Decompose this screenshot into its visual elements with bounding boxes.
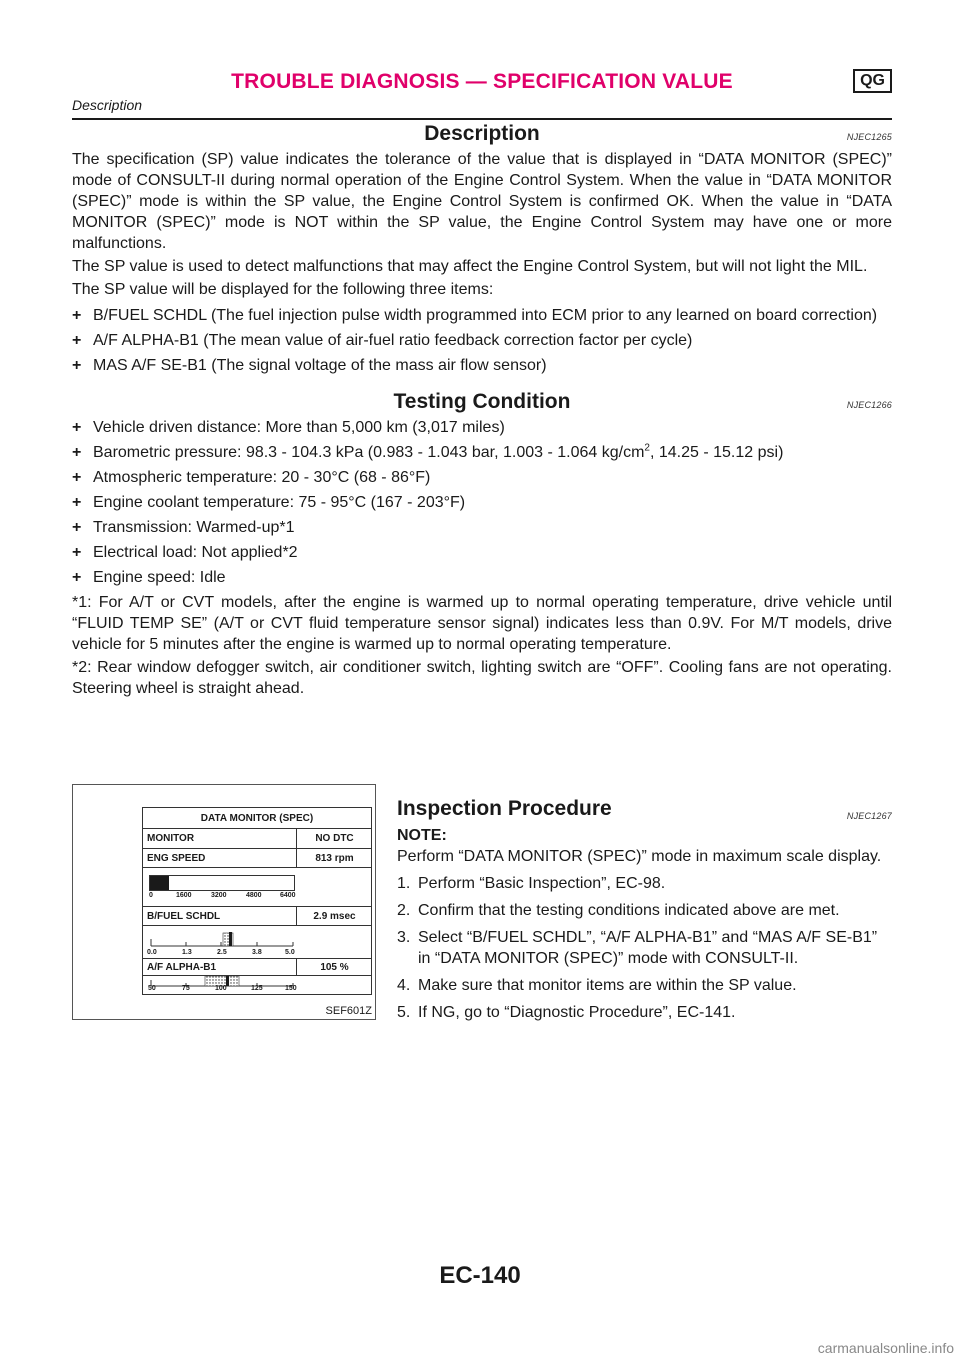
eng-tick: 4800 (246, 892, 262, 899)
alpha-tick: 125 (251, 985, 263, 992)
monitor-value: NO DTC (296, 829, 372, 848)
page-header (72, 70, 892, 113)
model-badge: QG (853, 69, 892, 93)
testing-bullet: + Vehicle driven distance: More than 5,000 km (3,017 miles) (72, 419, 505, 436)
alpha-tick: 150 (285, 985, 297, 992)
testing-body (72, 417, 892, 701)
monitor-title-row (143, 808, 371, 829)
testing-code: NJEC1266 (846, 400, 892, 410)
testing-bullet-pressure: + Barometric pressure: 98.3 - 104.3 kPa (0.983 - 1.043 bar, 1.003 - 1.064 $kg/cm^2$, 14.25 - 15.12 psi) (72, 442, 784, 461)
description-code: NJEC1265 (846, 132, 892, 142)
description-paragraph: The specification (SP) value indicates the tolerance of the value that is displayed in “DATA MONITOR (SPEC)” mode of CONSULT-II during normal operation of the Engine Control System. When the value in “DATA MONITOR (SPEC)” mode is within the SP value, the Engine Control System is confirmed OK. When the value in “DATA MONITOR (SPEC)” mode is NOT within the SP value, the Engine Control System may have one or more malfunctions. (72, 151, 892, 252)
alpha-row (143, 959, 371, 976)
procedure-step: 2. Confirm that the testing conditions indicated above are met. (397, 902, 840, 919)
description-bullet: + B/FUEL SCHDL (The fuel injection pulse width programmed into ECM prior to any learned on board correction) (72, 307, 878, 324)
alpha-gauge-area (143, 976, 371, 994)
fuel-schdl-value: 2.9 msec (296, 907, 372, 925)
eng-speed-value: 813 rpm (296, 849, 372, 867)
alpha-tick: 50 (148, 985, 156, 992)
eng-speed-label: ENG SPEED (147, 852, 206, 864)
header-rule (72, 118, 892, 120)
fuel-schdl-gauge-area (143, 926, 371, 959)
alpha-tick: 100 (215, 985, 227, 992)
procedure-heading-row (397, 797, 892, 825)
fuel-tick: 2.5 (217, 949, 227, 956)
page-number: EC-140 (439, 1262, 521, 1289)
eng-speed-gauge (149, 875, 295, 891)
note-text: Perform “DATA MONITOR (SPEC)” mode in maximum scale display. (397, 848, 882, 865)
testing-bullet: + Transmission: Warmed-up*1 (72, 519, 295, 536)
procedure-heading: Inspection Procedure (397, 797, 612, 820)
eng-speed-row (143, 849, 371, 868)
eng-speed-gauge-area (143, 868, 371, 907)
description-heading: Description (424, 122, 540, 145)
testing-heading-row (72, 390, 892, 414)
fuel-tick: 5.0 (285, 949, 295, 956)
testing-bullet: + Atmospheric temperature: 20 - 30°C (68 - 86°F) (72, 469, 431, 486)
figure-caption: SEF601Z (325, 1005, 372, 1017)
description-paragraph: The SP value will be displayed for the following three items: (72, 281, 494, 298)
eng-tick: 0 (149, 892, 153, 899)
inspection-procedure (397, 797, 892, 1029)
procedure-step: 4. Make sure that monitor items are within the SP value. (397, 977, 797, 994)
fuel-tick: 3.8 (252, 949, 262, 956)
site-watermark[interactable]: carmanualsonline.info (817, 1340, 954, 1356)
eng-tick: 3200 (211, 892, 227, 899)
alpha-tick: 75 (182, 985, 190, 992)
monitor-status-row (143, 829, 371, 849)
description-paragraph: The SP value is used to detect malfunctions that may affect the Engine Control System, but will not light the MIL. (72, 258, 868, 275)
note-label: NOTE: (397, 827, 447, 844)
procedure-body (397, 825, 892, 1023)
fuel-schdl-label: B/FUEL SCHDL (147, 910, 221, 922)
testing-note: *2: Rear window defogger switch, air conditioner switch, lighting switch are “OFF”. Cooling fans are not operating. Steering wheel is straight ahead. (72, 659, 892, 697)
fuel-tick: 1.3 (182, 949, 192, 956)
monitor-label: MONITOR (147, 833, 195, 844)
testing-bullet: + Engine coolant temperature: 75 - 95°C (167 - 203°F) (72, 494, 466, 511)
procedure-step: 3. Select “B/FUEL SCHDL”, “A/F ALPHA-B1” and “MAS A/F SE-B1” in “DATA MONITOR (SPEC)” mode with CONSULT-II. (397, 929, 878, 967)
testing-bullet: + Engine speed: Idle (72, 569, 226, 586)
description-body (72, 149, 892, 380)
procedure-code: NJEC1267 (846, 811, 892, 821)
alpha-label: A/F ALPHA-B1 (147, 961, 217, 973)
procedure-step: 1. Perform “Basic Inspection”, EC-98. (397, 875, 666, 892)
eng-speed-gauge-fill (150, 876, 169, 890)
data-monitor-screen (142, 807, 372, 995)
alpha-value: 105 % (296, 959, 372, 975)
procedure-step: 5. If NG, go to “Diagnostic Procedure”, EC-141. (397, 1004, 736, 1021)
data-monitor-figure (72, 784, 376, 1020)
monitor-title: DATA MONITOR (SPEC) (200, 812, 314, 824)
eng-tick: 6400 (280, 892, 296, 899)
header-subtitle: Description (72, 97, 143, 113)
description-bullet: + A/F ALPHA-B1 (The mean value of air-fuel ratio feedback correction factor per cycle) (72, 332, 693, 349)
fuel-schdl-row (143, 907, 371, 926)
header-title: TROUBLE DIAGNOSIS — SPECIFICATION VALUE (231, 70, 733, 93)
testing-note: *1: For A/T or CVT models, after the engine is warmed up to normal operating temperature, drive vehicle until “FLUID TEMP SE” (A/T or CVT fluid temperature sensor signal) indicates less than 0.9V. For M/T models, drive vehicle for 5 minutes after the engine is warmed up to normal operating temperature. (72, 594, 892, 653)
testing-bullet: + Electrical load: Not applied*2 (72, 544, 298, 561)
testing-heading: Testing Condition (393, 390, 571, 413)
description-bullet: + MAS A/F SE-B1 (The signal voltage of the mass air flow sensor) (72, 357, 547, 374)
fuel-tick: 0.0 (147, 949, 157, 956)
eng-tick: 1600 (176, 892, 192, 899)
description-heading-row (72, 122, 892, 146)
